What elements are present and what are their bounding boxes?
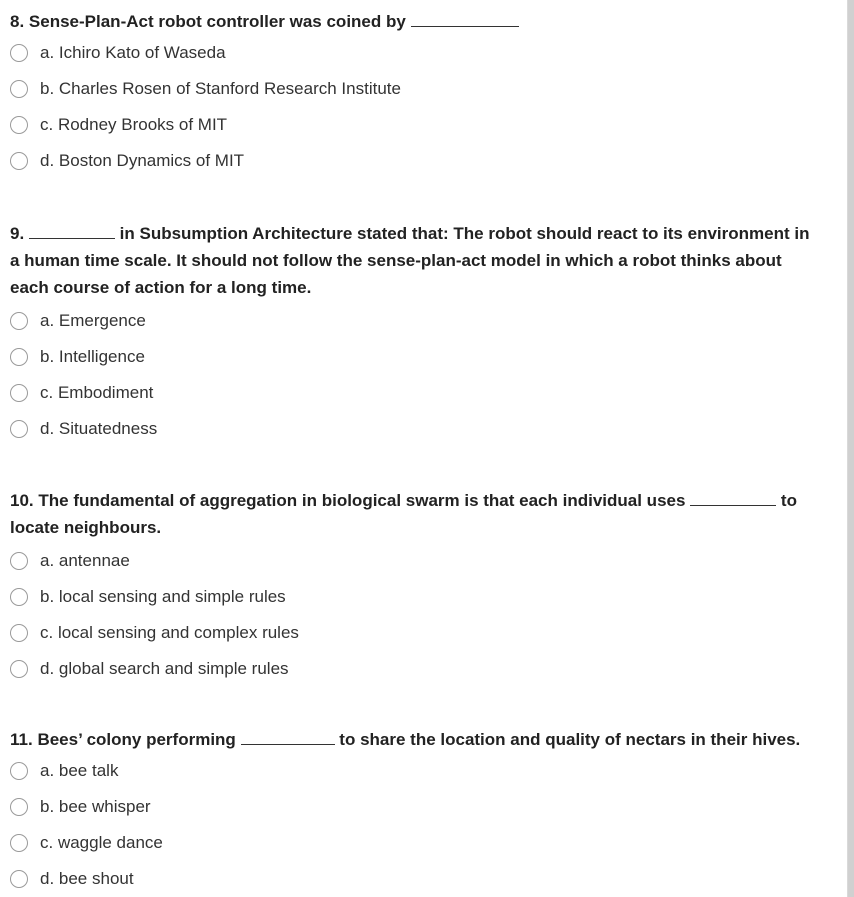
scrollbar-thumb[interactable] (848, 0, 854, 897)
option-a[interactable] (10, 35, 820, 71)
options-list (10, 303, 820, 447)
radio-button[interactable] (10, 588, 28, 606)
question-prompt-end: to locate neighbours. (10, 491, 797, 537)
question-text (10, 487, 820, 541)
radio-button[interactable] (10, 762, 28, 780)
option-label: d. Boston Dynamics of MIT (40, 151, 245, 170)
question-10 (10, 487, 820, 687)
option-d[interactable] (10, 143, 820, 179)
option-label: d. bee shout (40, 869, 134, 888)
answer-blank (690, 489, 776, 506)
option-b[interactable] (10, 789, 820, 825)
option-label: c. Rodney Brooks of MIT (40, 115, 228, 134)
question-number: 10. (10, 491, 34, 510)
radio-button[interactable] (10, 552, 28, 570)
question-prompt: Sense-Plan-Act robot controller was coined by (28, 12, 406, 31)
option-label: c. Embodiment (40, 383, 154, 402)
radio-button[interactable] (10, 870, 28, 888)
question-text (10, 220, 820, 301)
radio-button[interactable] (10, 384, 28, 402)
option-label: d. global search and simple rules (40, 659, 289, 678)
option-c[interactable] (10, 615, 820, 651)
question-prompt: Bees’ colony performing (37, 730, 236, 749)
answer-blank (29, 222, 115, 239)
options-list (10, 543, 820, 687)
question-11 (10, 726, 820, 897)
question-number: 9. (10, 224, 25, 243)
option-label: d. Situatedness (40, 419, 158, 438)
option-label: a. bee talk (40, 761, 119, 780)
option-label: a. Ichiro Kato of Waseda (40, 43, 226, 62)
option-label: c. local sensing and complex rules (40, 623, 299, 642)
question-8 (10, 8, 820, 179)
question-9 (10, 220, 820, 447)
radio-button[interactable] (10, 116, 28, 134)
option-b[interactable] (10, 579, 820, 615)
option-label: b. Intelligence (40, 347, 145, 366)
question-number: 8. (10, 12, 25, 31)
answer-blank (411, 10, 519, 27)
option-b[interactable] (10, 339, 820, 375)
option-b[interactable] (10, 71, 820, 107)
option-c[interactable] (10, 825, 820, 861)
question-prompt: The fundamental of aggregation in biological swarm is that each individual uses (38, 491, 686, 510)
option-label: b. bee whisper (40, 797, 151, 816)
options-list (10, 35, 820, 179)
options-list (10, 753, 820, 897)
answer-blank (241, 728, 335, 745)
option-d[interactable] (10, 861, 820, 897)
radio-button[interactable] (10, 44, 28, 62)
question-text (10, 8, 820, 35)
radio-button[interactable] (10, 152, 28, 170)
radio-button[interactable] (10, 348, 28, 366)
option-c[interactable] (10, 107, 820, 143)
radio-button[interactable] (10, 312, 28, 330)
question-prompt-end: to share the location and quality of nectars in their hives. (339, 730, 801, 749)
radio-button[interactable] (10, 420, 28, 438)
option-a[interactable] (10, 753, 820, 789)
option-label: a. antennae (40, 551, 130, 570)
radio-button[interactable] (10, 80, 28, 98)
option-label: c. waggle dance (40, 833, 163, 852)
option-label: b. Charles Rosen of Stanford Research Institute (40, 79, 401, 98)
scrollbar-track[interactable] (847, 0, 854, 897)
option-c[interactable] (10, 375, 820, 411)
radio-button[interactable] (10, 834, 28, 852)
option-label: a. Emergence (40, 311, 146, 330)
radio-button[interactable] (10, 624, 28, 642)
option-label: b. local sensing and simple rules (40, 587, 286, 606)
question-text (10, 726, 820, 753)
option-a[interactable] (10, 303, 820, 339)
question-number: 11. (10, 730, 33, 749)
radio-button[interactable] (10, 798, 28, 816)
radio-button[interactable] (10, 660, 28, 678)
option-d[interactable] (10, 411, 820, 447)
option-d[interactable] (10, 651, 820, 687)
question-prompt: in Subsumption Architecture stated that: The robot should react to its environment in a human time scale. It should not follow the sense-plan-act model in which a robot thinks about each course of action for a long time. (10, 224, 810, 297)
option-a[interactable] (10, 543, 820, 579)
